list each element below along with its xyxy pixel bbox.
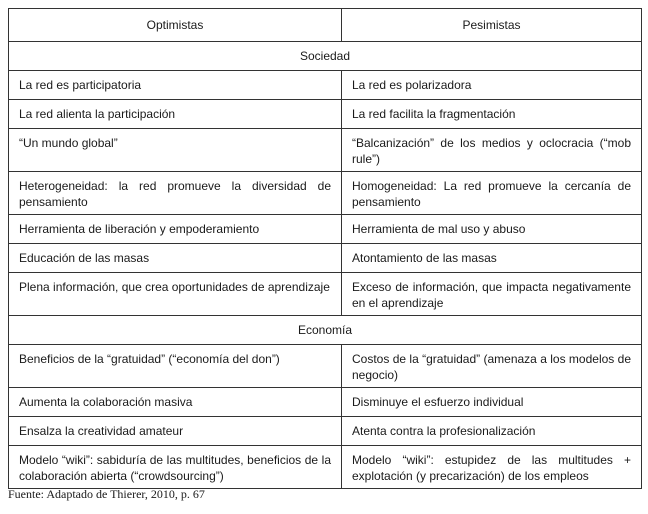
optimist-cell: Modelo “wiki”: sabiduría de las multitudes, beneficios de la colaboración abierta (“crowdsourcing”) <box>9 446 342 489</box>
section-title-economia: Economía <box>9 316 642 345</box>
pessimist-cell: Herramienta de mal uso y abuso <box>342 215 642 244</box>
section-row <box>9 42 642 71</box>
pessimist-cell: Exceso de información, que impacta negativamente en el aprendizaje <box>342 273 642 316</box>
optimist-cell: Ensalza la creatividad amateur <box>9 417 342 446</box>
table-row <box>9 446 642 489</box>
optimist-cell: “Un mundo global” <box>9 129 342 172</box>
table-row <box>9 417 642 446</box>
pessimist-cell: Atontamiento de las masas <box>342 244 642 273</box>
optimist-cell: Beneficios de la “gratuidad” (“economía del don”) <box>9 345 342 388</box>
header-optimistas: Optimistas <box>9 9 342 42</box>
pessimist-cell: Modelo “wiki”: estupidez de las multitudes + explotación (y precarización) de los empleos <box>342 446 642 489</box>
source-caption: Fuente: Adaptado de Thierer, 2010, p. 67 <box>8 487 205 501</box>
pessimist-cell: Homogeneidad: La red promueve la cercanía de pensamiento <box>342 172 642 215</box>
section-title-sociedad: Sociedad <box>9 42 642 71</box>
pessimist-cell: Disminuye el esfuerzo individual <box>342 388 642 417</box>
pessimist-cell: Costos de la “gratuidad” (amenaza a los modelos de negocio) <box>342 345 642 388</box>
table-row <box>9 273 642 316</box>
pessimist-cell: La red es polarizadora <box>342 71 642 100</box>
pessimist-cell: Atenta contra la profesionalización <box>342 417 642 446</box>
table-row <box>9 215 642 244</box>
pessimist-cell: “Balcanización” de los medios y oclocracia (“mob rule”) <box>342 129 642 172</box>
table-row <box>9 244 642 273</box>
comparison-table <box>8 8 642 489</box>
table-row <box>9 345 642 388</box>
optimist-cell: La red es participatoria <box>9 71 342 100</box>
table-row <box>9 100 642 129</box>
pessimist-cell: La red facilita la fragmentación <box>342 100 642 129</box>
header-pesimistas: Pesimistas <box>342 9 642 42</box>
optimist-cell: Heterogeneidad: la red promueve la diversidad de pensamiento <box>9 172 342 215</box>
optimist-cell: La red alienta la participación <box>9 100 342 129</box>
section-row <box>9 316 642 345</box>
table-row <box>9 172 642 215</box>
table-row <box>9 71 642 100</box>
table-row <box>9 129 642 172</box>
optimist-cell: Plena información, que crea oportunidades de aprendizaje <box>9 273 342 316</box>
optimist-cell: Educación de las masas <box>9 244 342 273</box>
optimist-cell: Herramienta de liberación y empoderamiento <box>9 215 342 244</box>
header-row <box>9 9 642 42</box>
table-row <box>9 388 642 417</box>
optimist-cell: Aumenta la colaboración masiva <box>9 388 342 417</box>
